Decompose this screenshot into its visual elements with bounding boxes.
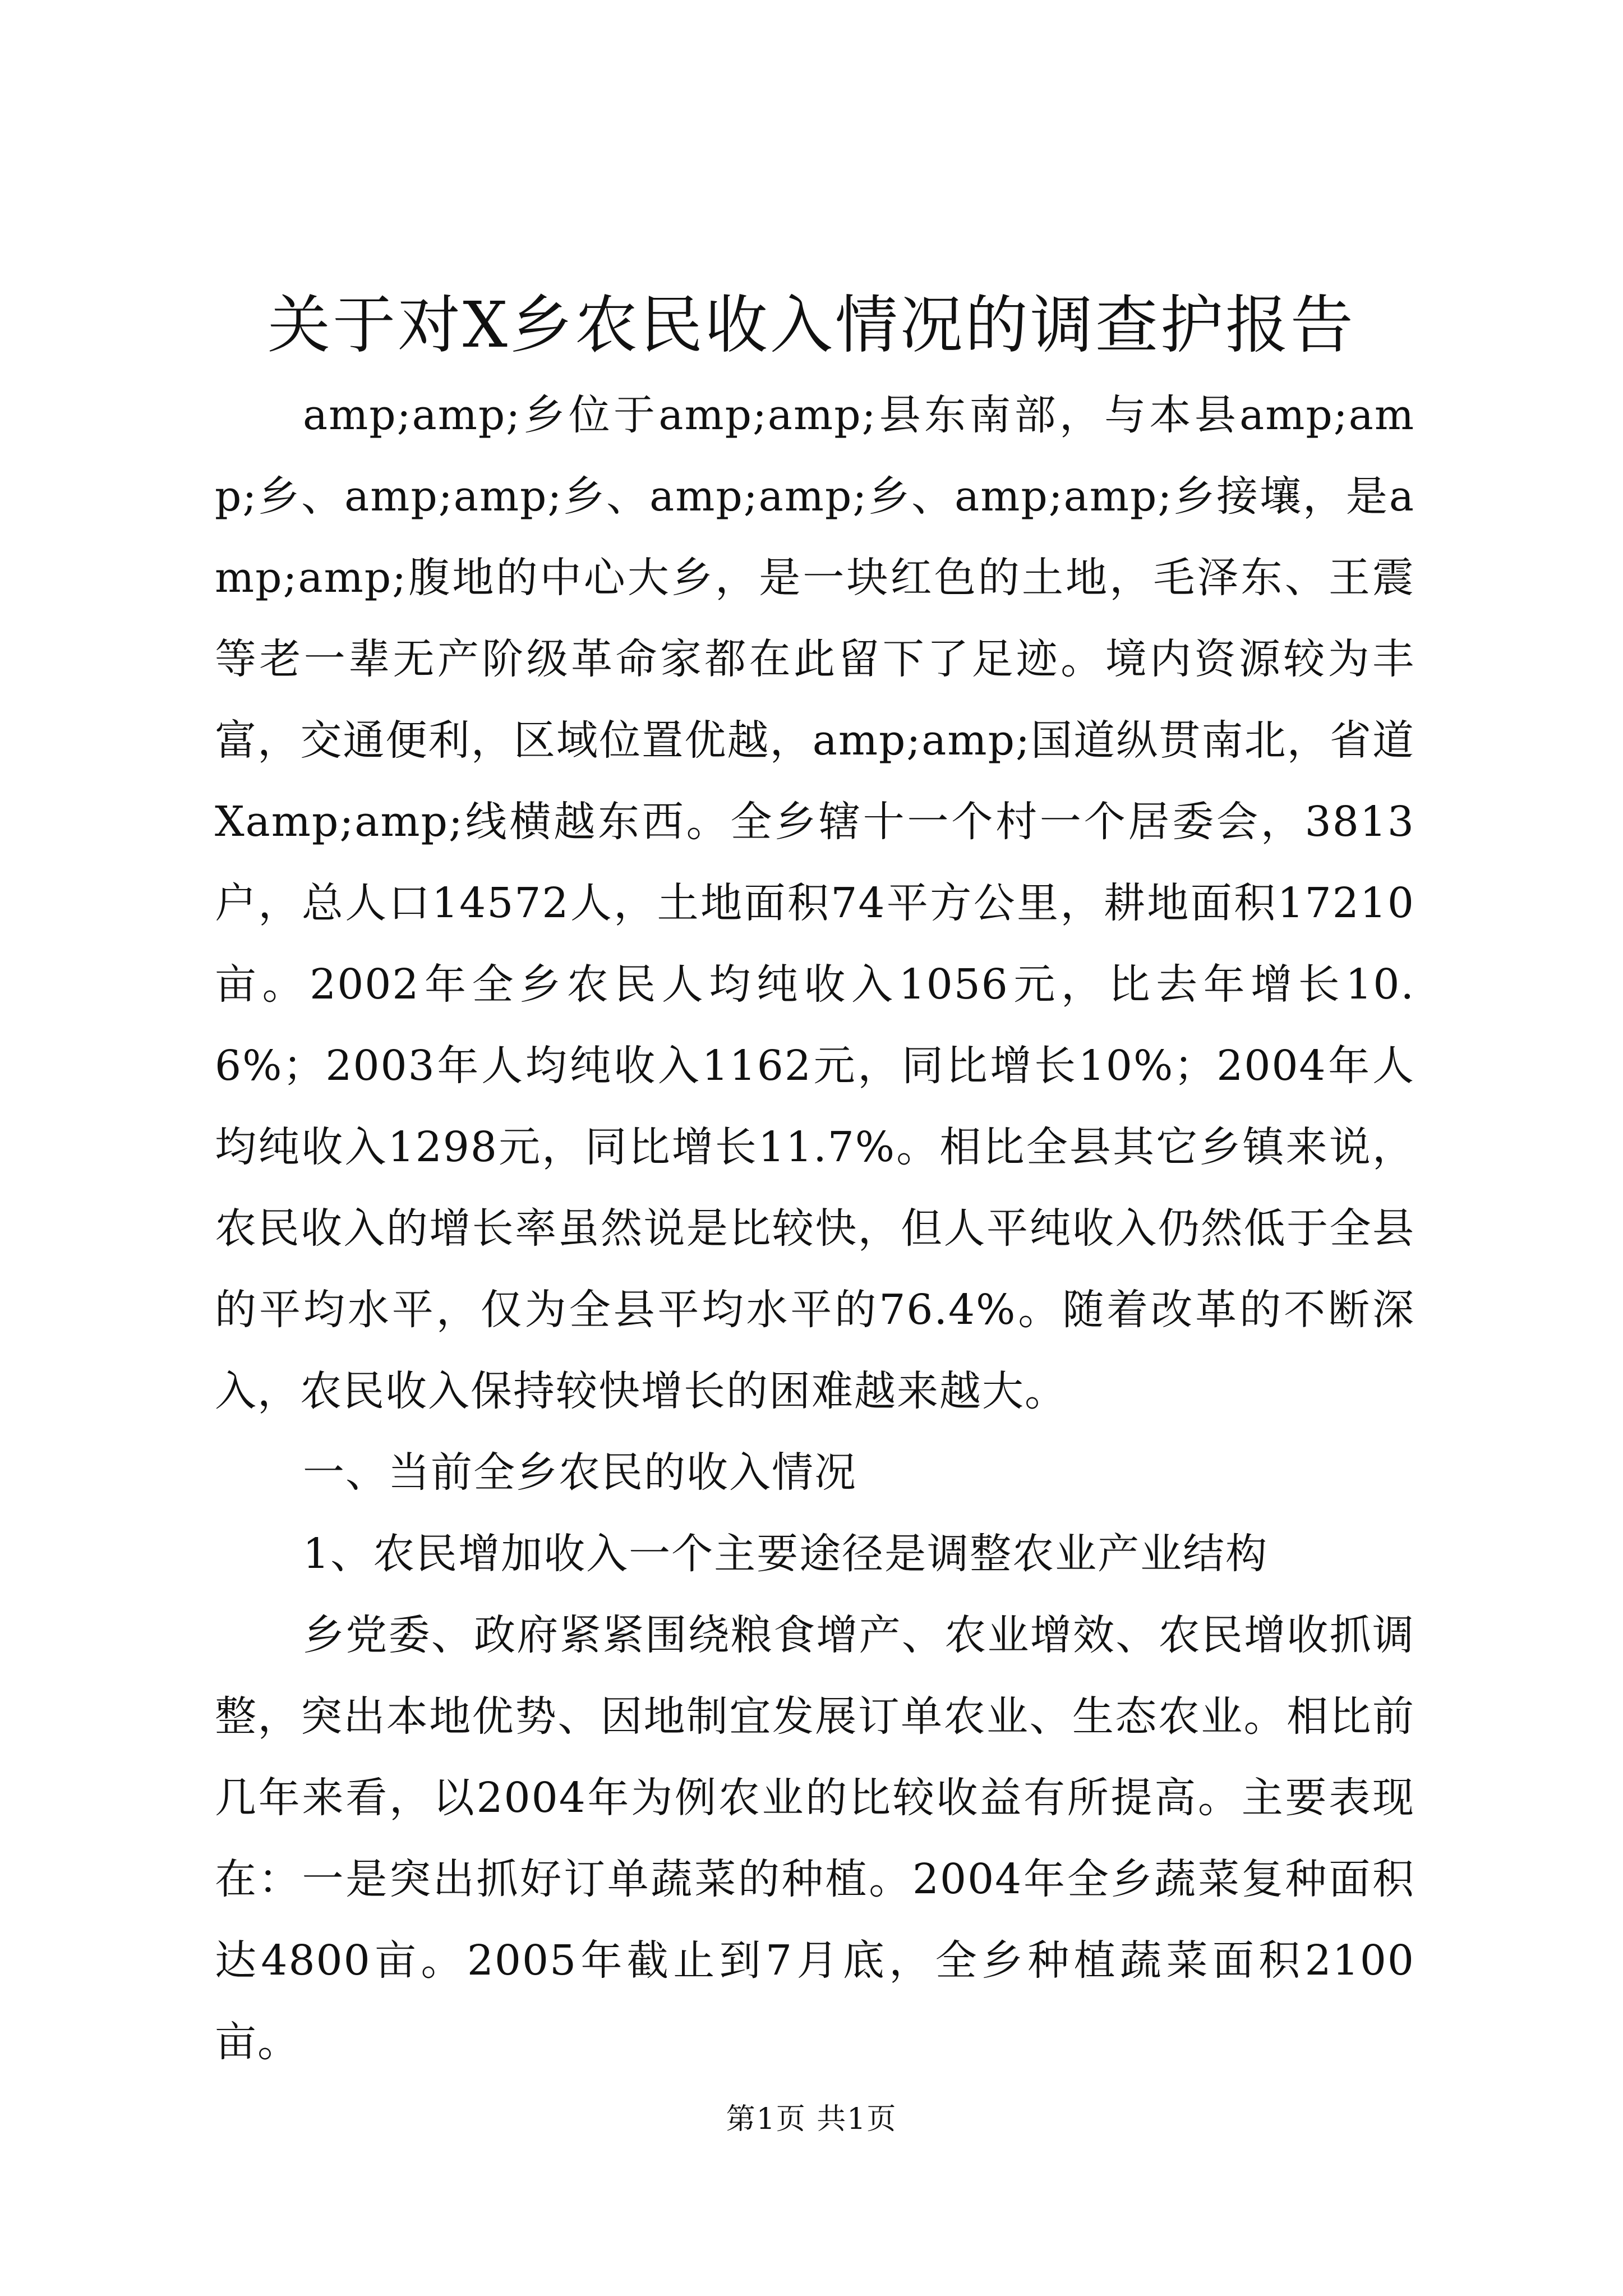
intro-paragraph: amp;amp;乡位于amp;amp;县东南部，与本县amp;amp;乡、amp;amp;乡、amp;amp;乡、amp;amp;乡接壤，是amp;amp;腹地的中心大乡，是一块红色的土地，毛泽东、王震等老一辈无产阶级革命家都在此留下了足迹。境内资源较为丰富，交通便利，区域位置优越，amp;amp;国道纵贯南北，省道Xamp;amp;线横越东西。全乡辖十一个村一个居委会，3813户，总人口14572人，土地面积74平方公里，耕地面积17210亩。2002年全乡农民人均纯收入1056元，比去年增长10.6%；2003年人均纯收入1162元，同比增长10%；2004年人均纯收入1298元，同比增长11.7%。相比全县其它乡镇来说，农民收入的增长率虽然说是比较快，但人平纯收入仍然低于全县的平均水平，仅为全县平均水平的76.4%。随着改革的不断深入，农民收入保持较快增长的困难越来越大。: [215, 391, 1415, 1415]
section-heading: 一、当前全乡农民的收入情况: [303, 1448, 857, 1497]
document-title: 关于对X乡农民收入情况的调查护报告: [268, 289, 1355, 362]
subsection-heading: 1、农民增加收入一个主要途径是调整农业产业结构: [303, 1530, 1269, 1578]
page-footer: 第1页 共1页: [726, 2102, 897, 2136]
document-body: [215, 375, 1415, 2083]
body-paragraph: 乡党委、政府紧紧围绕粮食增产、农业增效、农民增收抓调整，突出本地优势、因地制宜发展订单农业、生态农业。相比前几年来看，以2004年为例农业的比较收益有所提高。主要表现在：一是突出抓好订单蔬菜的种植。2004年全乡蔬菜复种面积达4800亩。2005年截止到7月底，全乡种植蔬菜面积2100亩。: [215, 1611, 1415, 2066]
